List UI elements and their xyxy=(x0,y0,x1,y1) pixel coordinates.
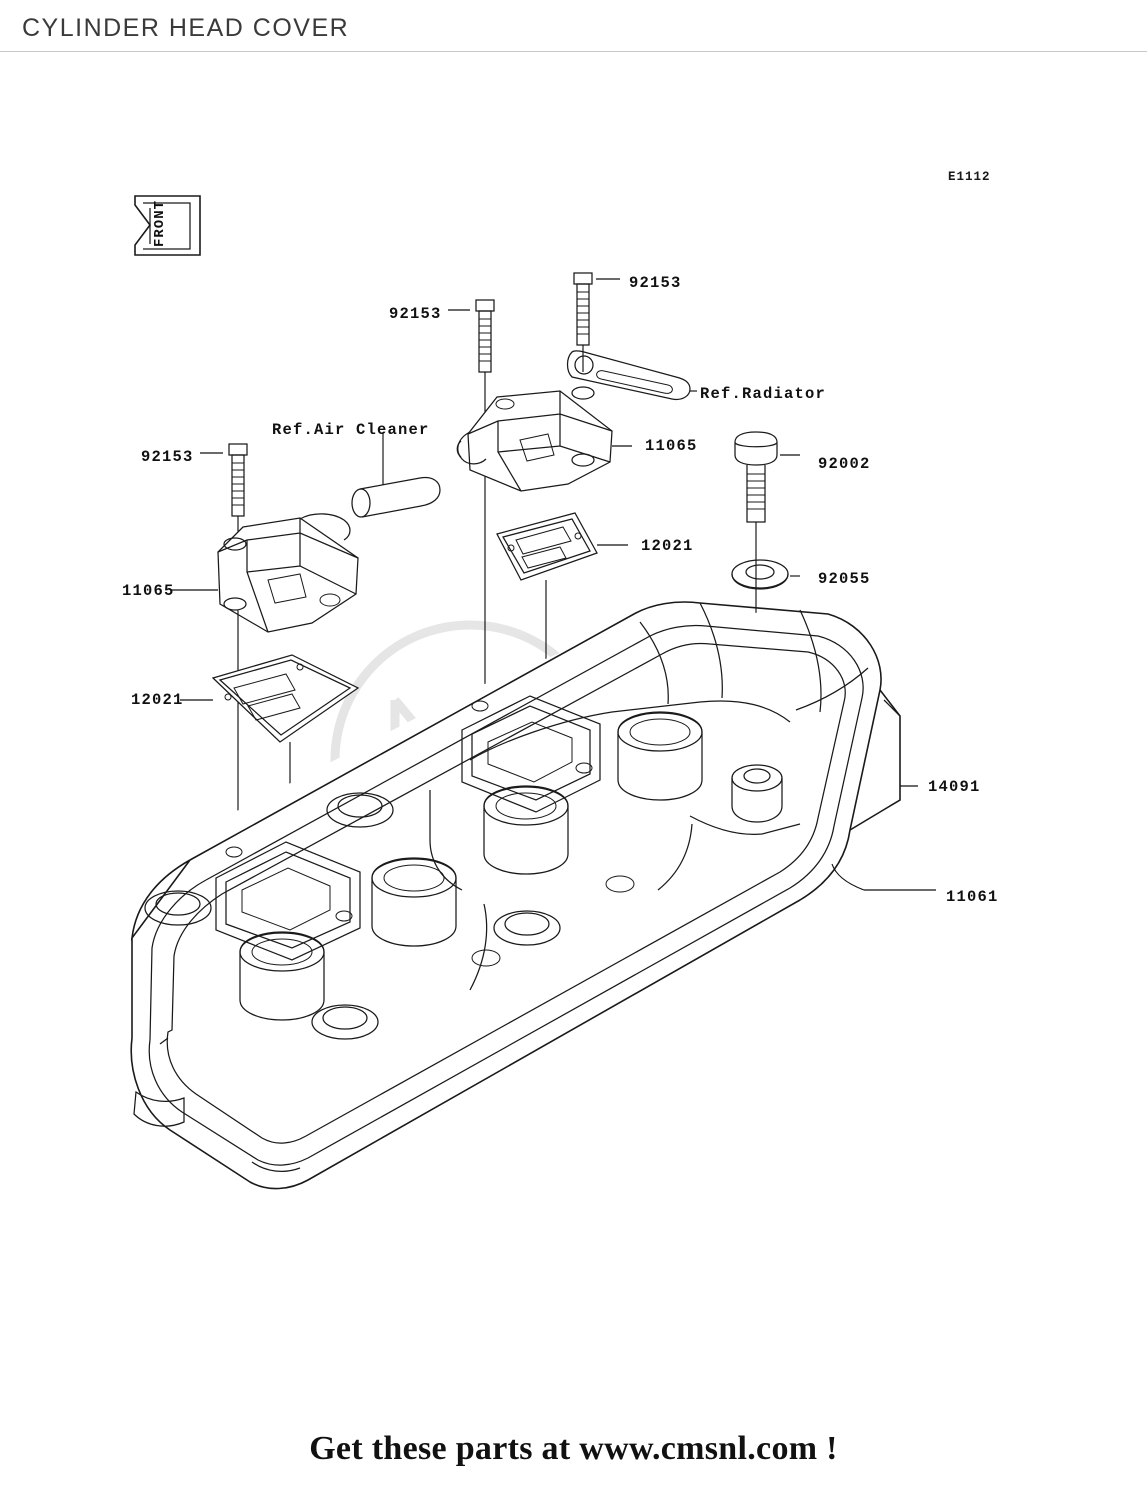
washer-92055 xyxy=(732,560,800,589)
diagram-code: E1112 xyxy=(948,170,991,184)
svg-text:FRONT: FRONT xyxy=(152,199,168,247)
footer-text: Get these parts at www.cmsnl.com ! xyxy=(309,1430,838,1467)
callout-part-11065-lower: 11065 xyxy=(122,582,175,600)
callout-ref-radiator: Ref.Radiator xyxy=(700,385,827,403)
callout-part-92153-left: 92153 xyxy=(141,448,194,466)
callout-part-92153-top-center: 92153 xyxy=(389,305,442,323)
callout-part-11061: 11061 xyxy=(946,888,999,906)
page-title: CYLINDER HEAD COVER xyxy=(22,14,350,42)
callout-part-12021-lower: 12021 xyxy=(131,691,184,709)
callout-part-92055: 92055 xyxy=(818,570,871,588)
callout-ref-air-cleaner: Ref.Air Cleaner xyxy=(272,421,430,439)
bolt-92153-left xyxy=(229,444,247,845)
callout-part-11065-upper: 11065 xyxy=(645,437,698,455)
cover-11065-lower xyxy=(170,514,358,632)
callout-part-92153-top-right: 92153 xyxy=(629,274,682,292)
callout-part-12021-upper: 12021 xyxy=(641,537,694,555)
bolt-92153-top-center xyxy=(476,300,494,700)
cover-11065-upper xyxy=(457,387,632,492)
callout-part-14091: 14091 xyxy=(928,778,981,796)
callout-part-92002: 92002 xyxy=(818,455,871,473)
radiator-bracket xyxy=(568,351,698,400)
air-cleaner-tube xyxy=(352,440,440,517)
front-arrow-marker xyxy=(135,196,200,255)
